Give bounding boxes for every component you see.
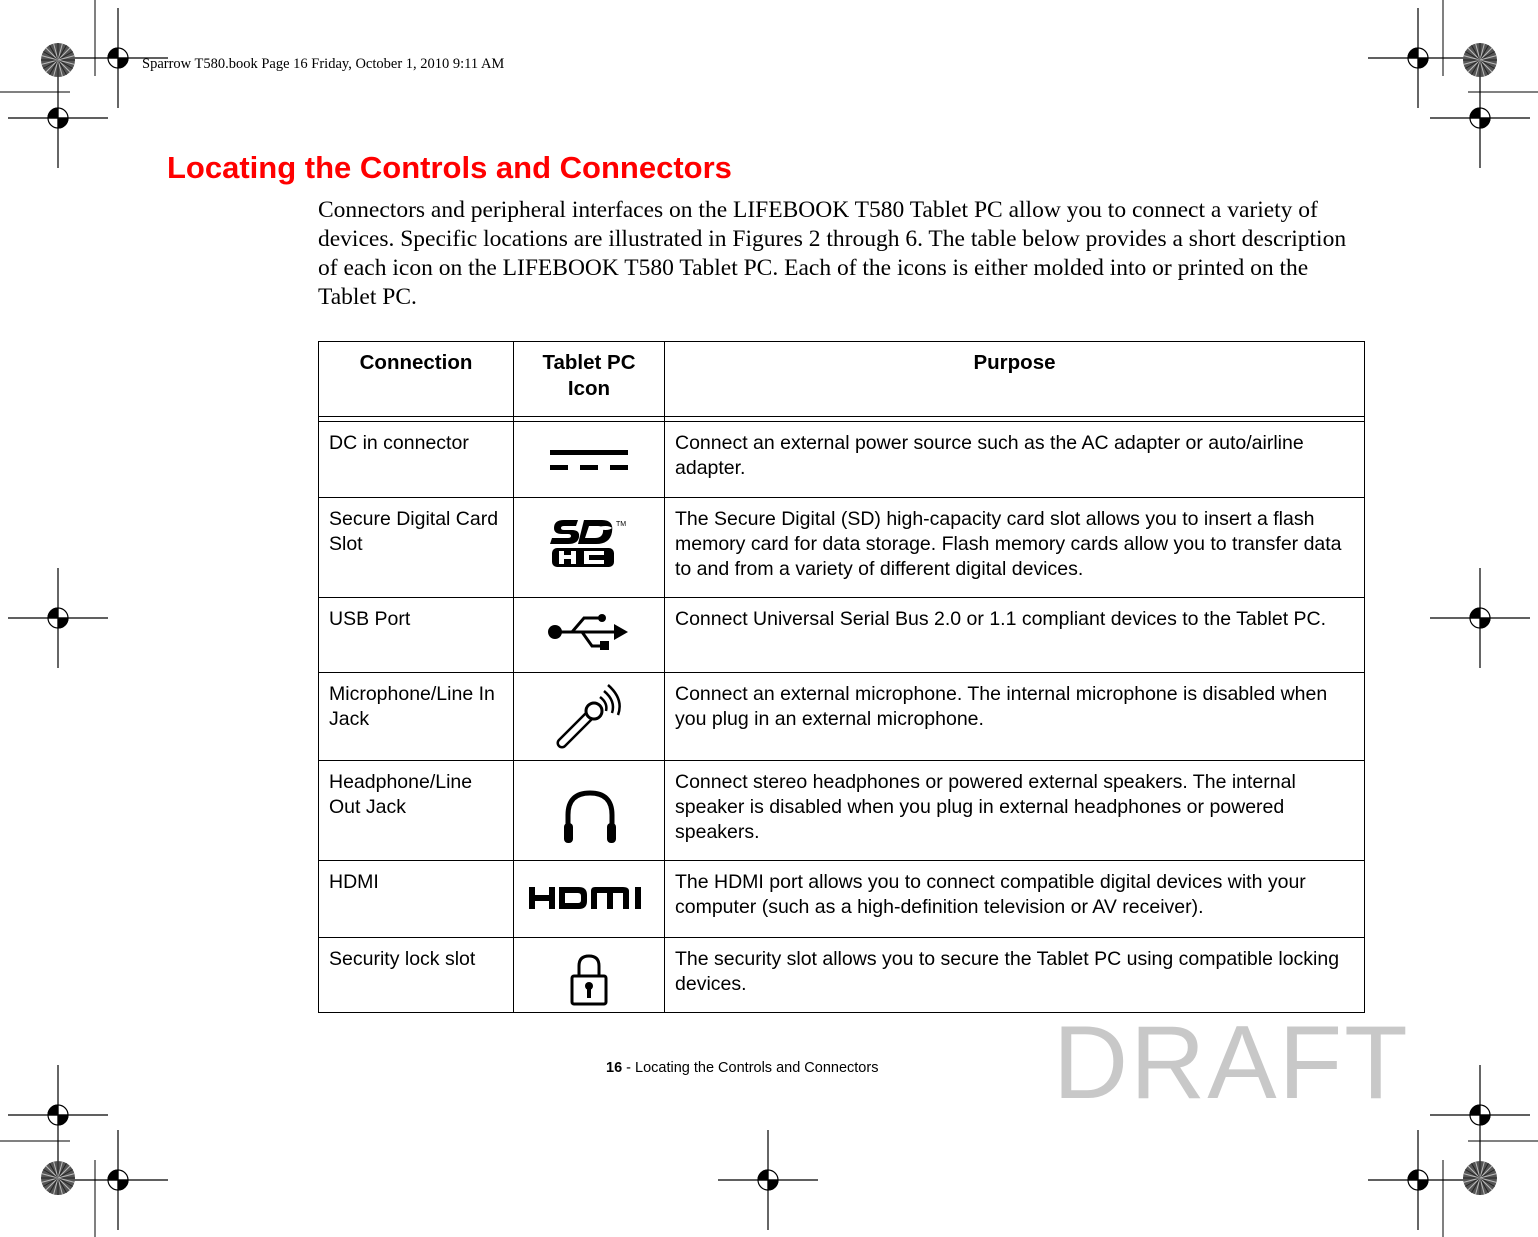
connection-cell: Secure Digital Card Slot — [319, 498, 514, 598]
intro-paragraph: Connectors and peripheral interfaces on the LIFEBOOK T580 Tablet PC allow you to connect a variety of devices. Specific locations are illustrated in Figures 2 through 6. The table below provides a short description of each icon on the LIFEBOOK T580 Tablet PC. Each of the icons is either molded into or printed on the Tablet PC. — [318, 197, 1347, 310]
connection-cell: HDMI — [319, 861, 514, 938]
draft-watermark: DRAFT — [1053, 1005, 1410, 1121]
icon-cell — [514, 498, 665, 598]
book-header: Sparrow T580.book Page 16 Friday, October 1, 2010 9:11 AM — [142, 56, 505, 72]
icon-cell — [514, 761, 665, 861]
purpose-cell: Connect an external microphone. The internal microphone is disabled when you plug in an external microphone. — [665, 673, 1365, 761]
header-connection: Connection — [319, 342, 514, 417]
connection-cell: Security lock slot — [319, 938, 514, 1013]
headphone-icon — [562, 789, 618, 847]
table-row — [319, 422, 1365, 498]
crosshair-mark — [8, 568, 108, 668]
crosshair-mark — [1368, 1130, 1468, 1230]
crosshair-mark — [1430, 1065, 1530, 1165]
connection-cell: Microphone/Line In Jack — [319, 673, 514, 761]
purpose-cell: Connect an external power source such as the AC adapter or auto/airline adapter. — [665, 422, 1365, 498]
purpose-cell: The Secure Digital (SD) high-capacity card slot allows you to insert a flash memory card for data storage. Flash memory cards allow you to transfer data to and from a variety of different digital devices. — [665, 498, 1365, 598]
crosshair-mark — [8, 68, 108, 168]
purpose-cell: The HDMI port allows you to connect compatible digital devices with your computer (such as a high-definition television or AV receiver). — [665, 861, 1365, 938]
page-number: 16 — [606, 1060, 623, 1076]
table-row — [319, 673, 1365, 761]
microphone-icon — [556, 681, 624, 753]
hdmi-icon — [527, 885, 653, 911]
crosshair-mark — [68, 1130, 168, 1230]
connection-cell: USB Port — [319, 598, 514, 673]
starburst-mark — [1463, 43, 1497, 77]
table-row — [319, 498, 1365, 598]
page-footer — [606, 1060, 878, 1076]
crosshair-mark — [8, 1065, 108, 1165]
starburst-mark — [41, 43, 75, 77]
svg-text:TM: TM — [616, 521, 627, 528]
purpose-cell: Connect Universal Serial Bus 2.0 or 1.1 compliant devices to the Tablet PC. — [665, 598, 1365, 673]
crosshair-mark — [718, 1130, 818, 1230]
header-purpose: Purpose — [665, 342, 1365, 417]
connection-cell: Headphone/Line Out Jack — [319, 761, 514, 861]
crosshair-mark — [1430, 568, 1530, 668]
page-title: Locating the Controls and Connectors — [167, 150, 732, 185]
purpose-cell: Connect stereo headphones or powered external speakers. The internal speaker is disabled when you plug in external headphones or powered speakers. — [665, 761, 1365, 861]
crosshair-mark — [1430, 68, 1530, 168]
sdhc-icon — [548, 518, 628, 568]
table-header-row — [319, 342, 1365, 417]
icon-cell — [514, 673, 665, 761]
starburst-mark — [41, 1161, 75, 1195]
usb-icon — [546, 610, 630, 654]
connection-cell: DC in connector — [319, 422, 514, 498]
starburst-mark — [1463, 1161, 1497, 1195]
crosshair-mark — [1368, 8, 1468, 108]
dc-power-icon — [550, 450, 628, 476]
footer-text: - Locating the Controls and Connectors — [622, 1060, 879, 1076]
table-row — [319, 598, 1365, 673]
icon-cell — [514, 598, 665, 673]
lock-icon — [570, 952, 608, 1006]
icon-cell — [514, 938, 665, 1013]
icon-cell — [514, 861, 665, 938]
header-icon: Tablet PC Icon — [514, 342, 665, 417]
table-row — [319, 938, 1365, 1013]
icon-cell — [514, 422, 665, 498]
table-row — [319, 861, 1365, 938]
connectors-table — [318, 341, 1365, 1013]
table-row — [319, 761, 1365, 861]
purpose-cell: The security slot allows you to secure the Tablet PC using compatible locking devices. — [665, 938, 1365, 1013]
